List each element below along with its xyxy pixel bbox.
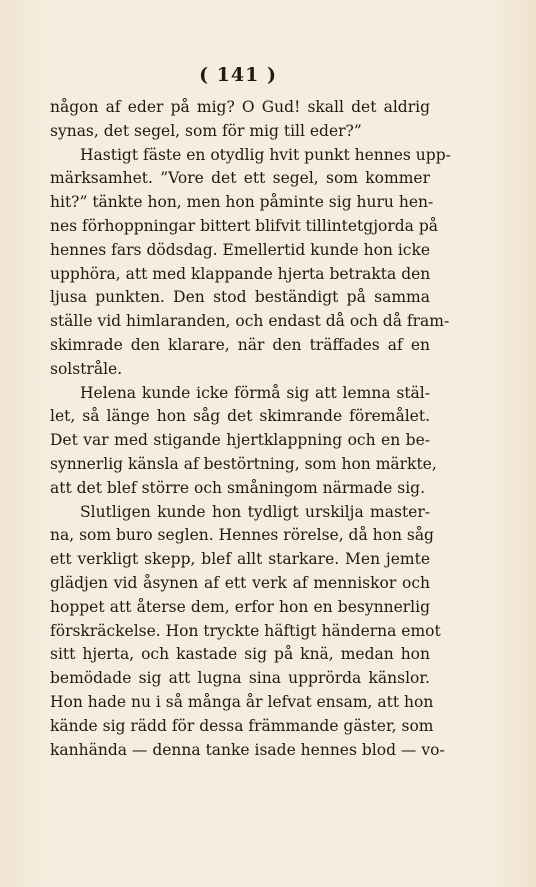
text-line: ställe vid himlaranden, och endast då och då fram- xyxy=(50,312,450,331)
page-number: ( 141 ) xyxy=(199,64,277,86)
text-line: märksamhet. ”Vore det ett segel, som kommer xyxy=(50,169,430,188)
text-line: Slutligen kunde hon tydligt urskilja master- xyxy=(80,502,430,521)
text-line: hoppet att återse dem, erfor hon en besynnerlig xyxy=(50,597,430,616)
text-line: na, som buro seglen. Hennes rörelse, då hon såg xyxy=(50,526,434,545)
text-line: hennes fars dödsdag. Emellertid kunde hon icke xyxy=(50,240,431,259)
text-line: kände sig rädd för dessa främmande gäster, som xyxy=(50,716,434,735)
text-line: att det blef större och småningom närmade sig. xyxy=(50,478,425,497)
text-line: synnerlig känsla af bestörtning, som hon märkte, xyxy=(50,454,437,473)
text-line: någon af eder på mig? O Gud! skall det aldrig xyxy=(50,98,430,116)
text-line: solstråle. xyxy=(50,359,123,378)
text-line: Helena kunde icke förmå sig att lemna stäl- xyxy=(80,383,430,402)
text-line: Hon hade nu i så många år lefvat ensam, att hon xyxy=(50,692,434,711)
text-line: ljusa punkten. Den stod beständigt på samma xyxy=(50,288,430,307)
body-text xyxy=(50,96,451,762)
text-line: glädjen vid åsynen af ett verk af menniskor och xyxy=(50,573,430,592)
text-line: skimrade den klarare, när den träffades af en xyxy=(50,335,430,354)
text-line: synas, det segel, som för mig till eder?” xyxy=(50,121,362,140)
text-line: ett verkligt skepp, blef allt starkare. Men jemte xyxy=(50,550,430,569)
text-line: kanhända — denna tanke isade hennes blod — vo- xyxy=(50,740,445,759)
text-line: hit?” tänkte hon, men hon påminte sig huru hen- xyxy=(50,193,434,212)
text-line: nes förhoppningar bittert blifvit tillintetgjorda på xyxy=(50,216,439,235)
text-line: Det var med stigande hjertklappning och en be- xyxy=(50,431,430,450)
text-line: förskräckelse. Hon tryckte häftigt händerna emot xyxy=(50,621,441,640)
text-line: bemödade sig att lugna sina upprörda känslor. xyxy=(50,669,430,688)
text-line: upphöra, att med klappande hjerta betrakta den xyxy=(50,264,431,283)
text-line: let, så länge hon såg det skimrande föremålet. xyxy=(50,407,430,426)
text-line: Hastigt fäste en otydlig hvit punkt hennes upp- xyxy=(80,145,451,164)
text-line: sitt hjerta, och kastade sig på knä, medan hon xyxy=(50,645,430,664)
